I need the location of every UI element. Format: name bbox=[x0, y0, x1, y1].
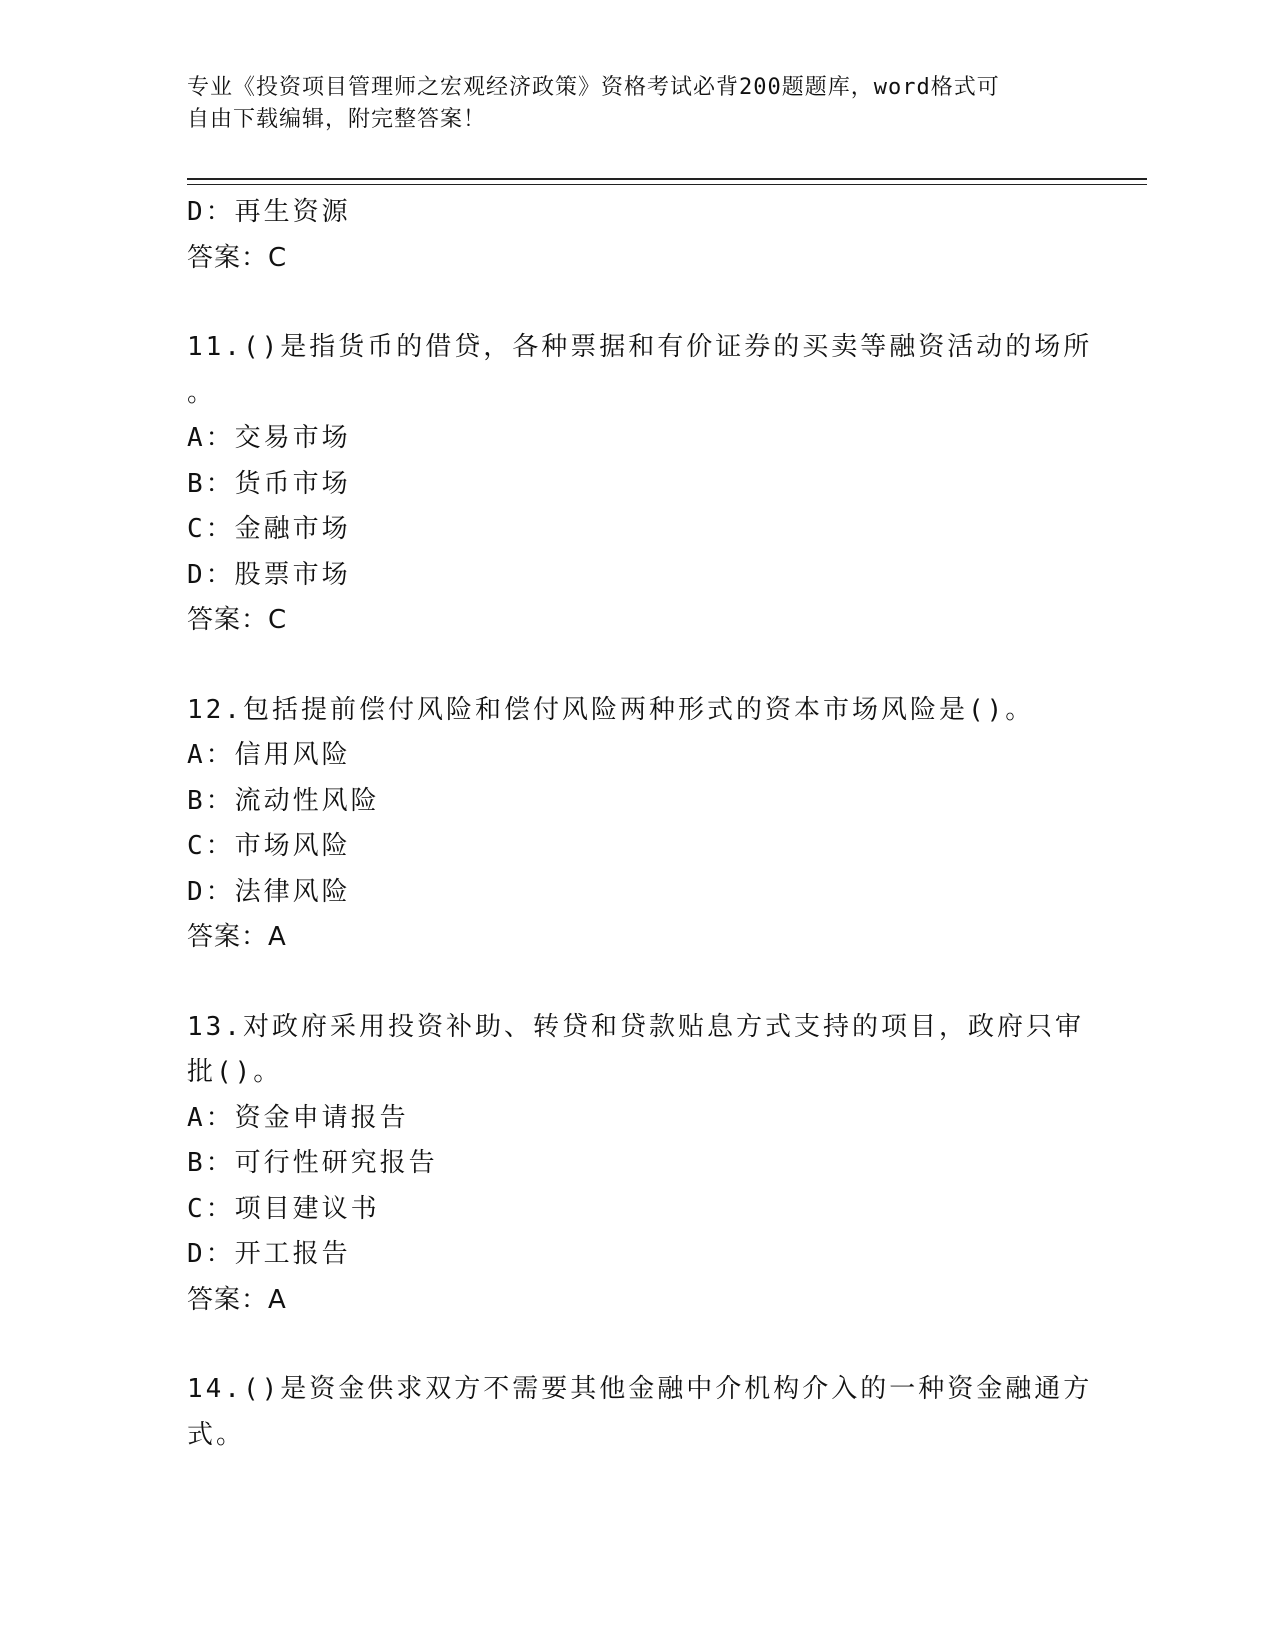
question-14 bbox=[187, 1367, 1093, 1458]
question-text: 12.包括提前偿付风险和偿付风险两种形式的资本市场风险是()。 bbox=[187, 694, 1035, 725]
answer-line: 答案：A bbox=[187, 922, 287, 952]
question-text: 14.()是资金供求双方不需要其他金融中介机构介入的一种资金融通方 bbox=[187, 1374, 1093, 1404]
option-c: C：项目建议书 bbox=[187, 1193, 380, 1224]
option-b: B：可行性研究报告 bbox=[187, 1148, 438, 1178]
option-a: A：信用风险 bbox=[187, 740, 351, 770]
question-text-continued: 。 bbox=[187, 377, 217, 408]
option-a: A：交易市场 bbox=[187, 423, 351, 453]
option-c: C：金融市场 bbox=[187, 514, 351, 544]
header-divider-bottom bbox=[187, 184, 1147, 185]
option-c: C：市场风险 bbox=[187, 831, 351, 861]
option-b: B：流动性风险 bbox=[187, 785, 380, 816]
answer-line: 答案：C bbox=[187, 605, 288, 635]
document-header bbox=[187, 72, 1087, 136]
question-text: 11.()是指货币的借贷，各种票据和有价证券的买卖等融资活动的场所 bbox=[187, 332, 1093, 362]
header-line-1: 专业《投资项目管理师之宏观经济政策》资格考试必背200题题库，word格式可 bbox=[187, 75, 1000, 100]
question-list bbox=[187, 190, 1093, 1458]
option-a: A：资金申请报告 bbox=[187, 1102, 409, 1133]
previous-question-tail bbox=[187, 190, 1067, 281]
answer-line: 答案：C bbox=[187, 242, 288, 273]
header-divider-top bbox=[187, 178, 1147, 180]
question-12 bbox=[187, 688, 1067, 961]
question-text: 13.对政府采用投资补助、转贷和贷款贴息方式支持的项目，政府只审 bbox=[187, 1011, 1084, 1042]
header-line-2: 自由下载编辑，附完整答案！ bbox=[187, 107, 487, 132]
option-d: D：股票市场 bbox=[187, 559, 351, 590]
option-d: D：再生资源 bbox=[187, 197, 351, 227]
option-b: B：货币市场 bbox=[187, 468, 351, 499]
option-d: D：开工报告 bbox=[187, 1239, 351, 1269]
answer-line: 答案：A bbox=[187, 1284, 287, 1315]
question-text-continued: 批()。 bbox=[187, 1057, 283, 1087]
question-11 bbox=[187, 325, 1093, 644]
question-13 bbox=[187, 1005, 1084, 1324]
option-d: D：法律风险 bbox=[187, 876, 351, 907]
question-text-continued: 式。 bbox=[187, 1419, 246, 1450]
